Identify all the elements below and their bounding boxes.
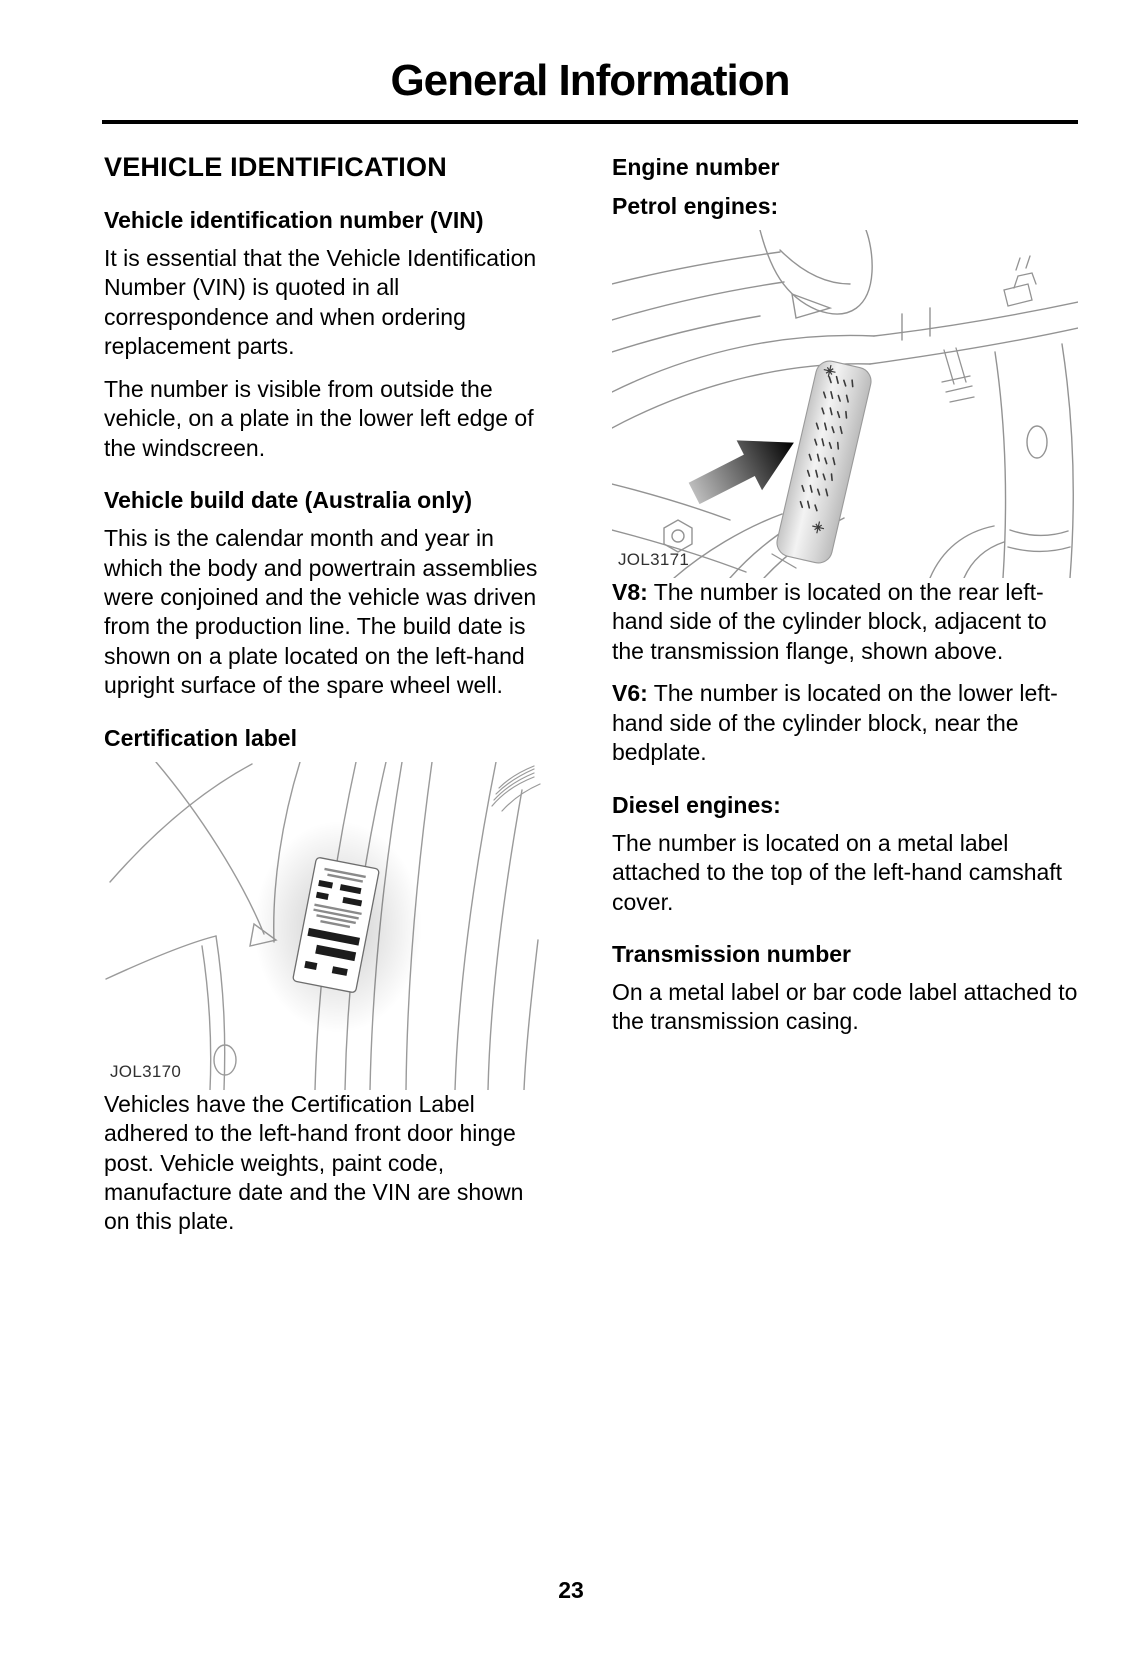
para-v6	[612, 679, 1078, 767]
heading-certification-label: Certification label	[104, 724, 297, 751]
figure-caption-jol3171: JOL3171	[618, 550, 690, 569]
page-number: 23	[558, 1577, 584, 1603]
v8-label: V8:	[612, 579, 648, 605]
engine-number-illustration	[612, 230, 1078, 578]
content-columns	[0, 124, 1142, 1250]
engine-number-figure	[612, 230, 1078, 578]
para-transmission: On a metal label or bar code label attached to the transmission casing.	[612, 978, 1078, 1035]
para-build-date: This is the calendar month and year in which the body and powertrain assemblies were conjoined and the vehicle was driven from the production line. The build date is shown on a plate located on the left-hand upright surface of the spare wheel well.	[104, 525, 538, 699]
heading-petrol-engines: Petrol engines:	[612, 193, 779, 219]
heading-vin: Vehicle identification number (VIN)	[104, 207, 484, 233]
left-column	[104, 148, 542, 1250]
heading-transmission-number: Transmission number	[612, 940, 852, 967]
figure-caption-jol3170: JOL3170	[110, 1061, 182, 1081]
certification-label-illustration	[104, 762, 542, 1090]
right-column	[612, 148, 1078, 1250]
para-certification: Vehicles have the Certification Label adhered to the left-hand front door hinge post. Vehicle weights, paint code, manufacture date and the VIN are shown on this plate.	[104, 1090, 524, 1235]
page-title: General Information	[390, 56, 790, 105]
heading-engine-number: Engine number	[612, 154, 780, 180]
para-vin-1: It is essential that the Vehicle Identification Number (VIN) is quoted in all correspondence and when ordering replacement parts.	[104, 245, 537, 360]
heading-build-date: Vehicle build date (Australia only)	[104, 487, 473, 514]
para-diesel: The number is located on a metal label attached to the top of the left-hand camshaft cover.	[612, 829, 1063, 915]
para-vin-2: The number is visible from outside the vehicle, on a plate in the lower left edge of the windscreen.	[104, 375, 534, 461]
stamped-number-strip	[774, 358, 874, 565]
section-heading-vehicle-identification: VEHICLE IDENTIFICATION	[104, 152, 447, 182]
v6-text: The number is located on the lower left-hand side of the cylinder block, near the bedplate.	[612, 680, 1058, 766]
certification-label-figure	[104, 762, 542, 1090]
para-v8	[612, 578, 1078, 666]
v8-text: The number is located on the rear left-hand side of the cylinder block, adjacent to the transmission flange, shown above.	[612, 579, 1047, 664]
v6-label: V6:	[612, 680, 648, 707]
heading-diesel-engines: Diesel engines:	[612, 791, 781, 818]
